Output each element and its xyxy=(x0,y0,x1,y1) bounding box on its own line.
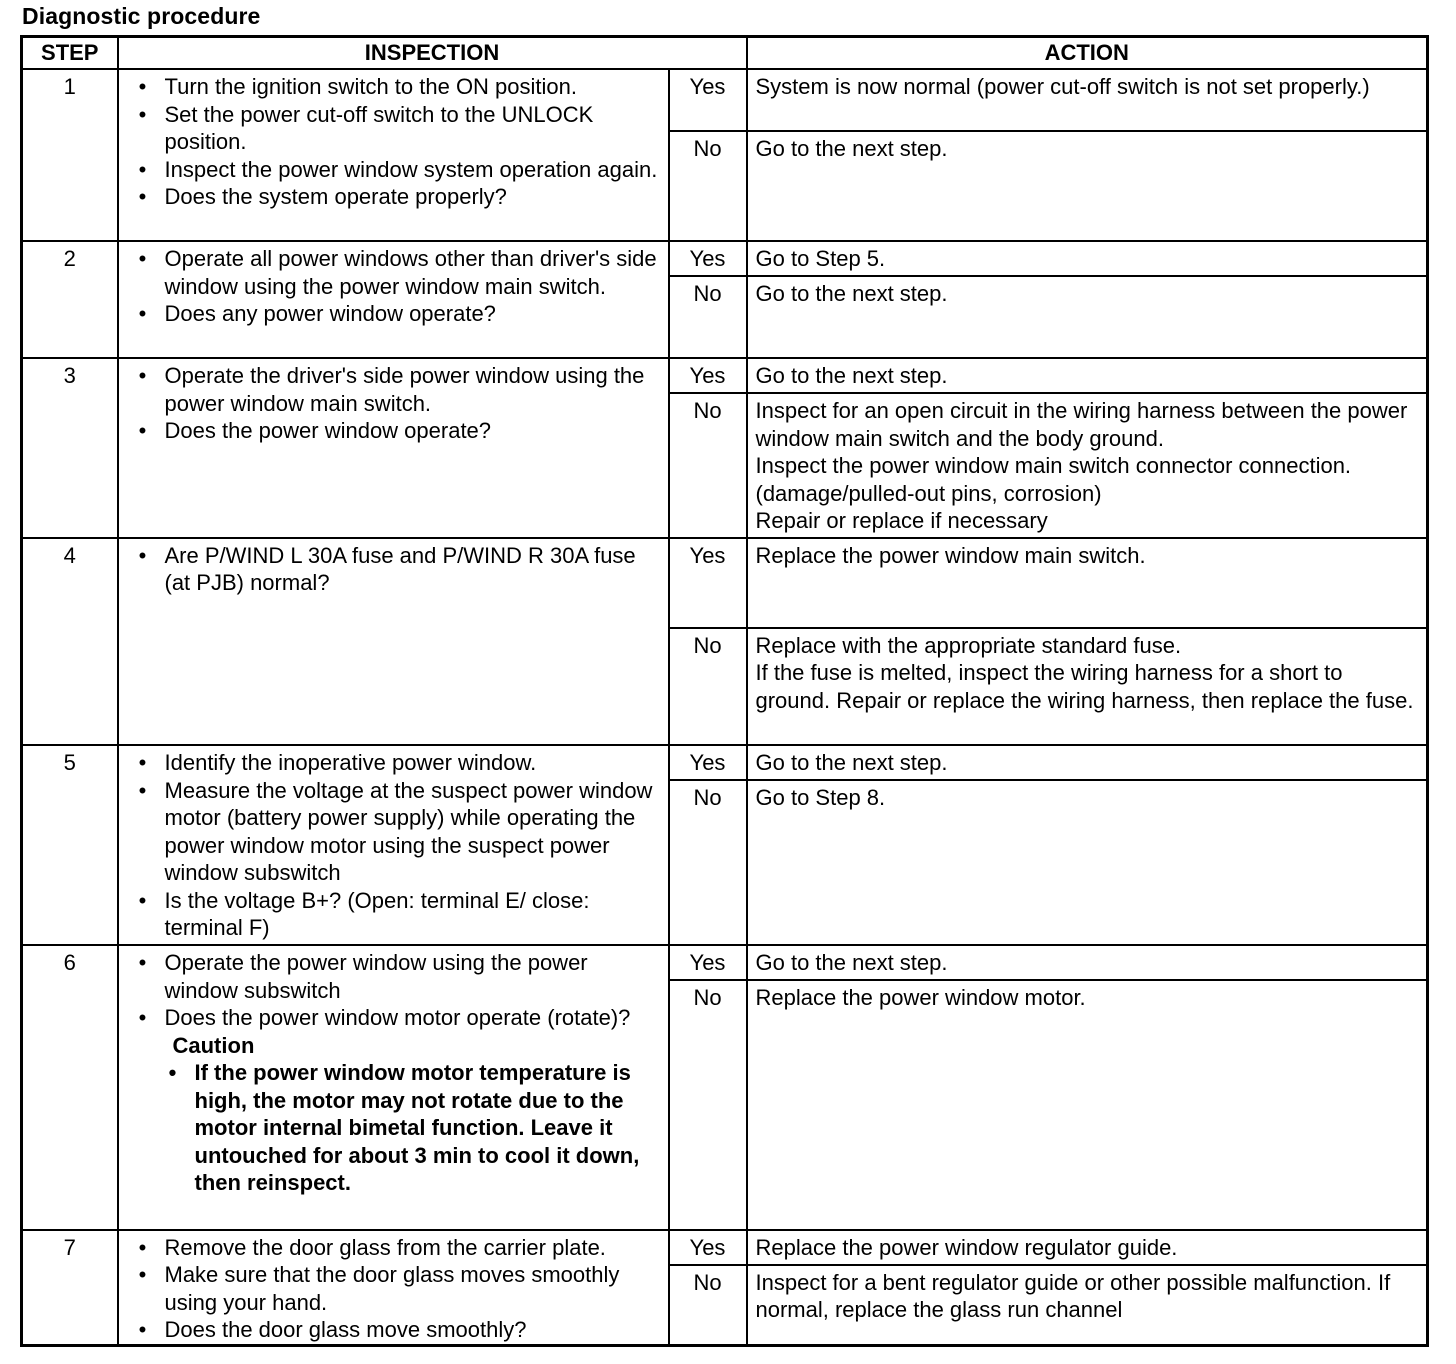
inspection-item xyxy=(131,183,662,211)
inspection-item xyxy=(131,949,662,1004)
no-action xyxy=(747,780,1428,945)
caution-list xyxy=(131,1059,662,1197)
action-text: Inspect for a bent regulator guide or other possible malfunction. If normal, replace the glass run channel xyxy=(755,1269,1391,1323)
inspection-text: Does the power window motor operate (rotate)? xyxy=(164,1005,631,1031)
step-number: 6 xyxy=(22,945,118,1229)
inspection-text: Make sure that the door glass moves smoothly using your hand. xyxy=(164,1262,620,1315)
bullet-icon: • xyxy=(138,950,147,976)
inspection-item xyxy=(131,1316,662,1344)
yes-label: Yes xyxy=(669,945,747,980)
bullet-icon: • xyxy=(138,101,147,127)
header-step: STEP xyxy=(22,37,118,70)
header-inspection: INSPECTION xyxy=(118,37,747,70)
no-action xyxy=(747,628,1428,745)
inspection-list xyxy=(131,362,662,445)
inspection-item xyxy=(131,1234,662,1262)
bullet-icon: • xyxy=(138,1005,147,1031)
action-text: Inspect the power window main switch connector connection. (damage/pulled-out pins, corrosion) xyxy=(755,453,1352,506)
diagnostic-table xyxy=(20,35,1429,1347)
yes-label: Yes xyxy=(669,538,747,628)
no-action xyxy=(747,980,1428,1229)
yes-action xyxy=(747,69,1428,131)
inspection-item xyxy=(131,887,662,942)
inspection-item xyxy=(131,1261,662,1316)
yes-action xyxy=(747,358,1428,393)
no-label: No xyxy=(669,131,747,241)
inspection-text: Set the power cut-off switch to the UNLOCK position. xyxy=(164,101,594,154)
step-number: 4 xyxy=(22,538,118,745)
bullet-icon: • xyxy=(138,74,147,99)
bullet-icon: • xyxy=(138,418,147,444)
caution-title: Caution xyxy=(172,1032,255,1058)
header-action: ACTION xyxy=(747,37,1428,70)
step-row xyxy=(22,1230,1428,1265)
bullet-icon: • xyxy=(138,887,147,913)
bullet-icon: • xyxy=(138,542,147,568)
action-text: Go to Step 8. xyxy=(755,785,886,811)
step-number: 7 xyxy=(22,1230,118,1346)
inspection-item xyxy=(131,300,662,328)
action-text: Inspect for an open circuit in the wiring harness between the power window main switch and the body ground. xyxy=(755,398,1408,451)
action-text: Go to the next step. xyxy=(755,363,948,389)
action-text: Replace the power window motor. xyxy=(755,985,1086,1011)
action-text: Repair or replace if necessary xyxy=(755,508,1048,534)
action-text: Go to the next step. xyxy=(755,950,948,976)
step-number: 5 xyxy=(22,745,118,945)
inspection-text: Measure the voltage at the suspect power window motor (battery power supply) while operating the power window motor using the suspect power window subswitch xyxy=(164,777,653,886)
inspection-list xyxy=(131,73,662,211)
bullet-icon: • xyxy=(138,156,147,182)
inspection-text: Does any power window operate? xyxy=(164,301,496,327)
inspection-text: Turn the ignition switch to the ON position. xyxy=(164,74,577,99)
step-row xyxy=(22,945,1428,980)
inspection-list xyxy=(131,949,662,1032)
no-action xyxy=(747,276,1428,358)
inspection-text: Does the power window operate? xyxy=(164,418,492,444)
caution-item xyxy=(161,1059,662,1197)
bullet-icon: • xyxy=(138,750,147,776)
yes-label: Yes xyxy=(669,745,747,780)
caution-text: If the power window motor temperature is high, the motor may not rotate due to the motor internal bimetal function. Leave it untouched for about 3 min to cool it down, then reinspect. xyxy=(194,1060,640,1196)
yes-label: Yes xyxy=(669,69,747,131)
page-title: Diagnostic procedure xyxy=(22,3,261,29)
bullet-icon: • xyxy=(138,777,147,803)
step-row xyxy=(22,69,1428,131)
no-label: No xyxy=(669,393,747,537)
bullet-icon: • xyxy=(138,1234,147,1260)
no-label: No xyxy=(669,1265,747,1346)
yes-action xyxy=(747,945,1428,980)
step-row xyxy=(22,241,1428,276)
inspection-item xyxy=(131,777,662,887)
inspection-cell xyxy=(118,358,669,537)
bullet-icon: • xyxy=(138,301,147,327)
inspection-list xyxy=(131,1234,662,1344)
inspection-cell xyxy=(118,69,669,241)
inspection-item xyxy=(131,417,662,445)
action-text: Replace with the appropriate standard fuse. xyxy=(755,632,1182,658)
inspection-text: Does the system operate properly? xyxy=(164,184,507,209)
action-text: Go to the next step. xyxy=(755,136,948,162)
bullet-icon: • xyxy=(168,1060,177,1086)
no-action xyxy=(747,1265,1428,1346)
no-label: No xyxy=(669,780,747,945)
inspection-list xyxy=(131,542,662,597)
inspection-item xyxy=(131,1004,662,1032)
inspection-cell xyxy=(118,1230,669,1346)
inspection-list xyxy=(131,749,662,942)
step-number: 1 xyxy=(22,69,118,241)
yes-label: Yes xyxy=(669,241,747,276)
action-text: If the fuse is melted, inspect the wiring harness for a short to ground. Repair or replace the wiring harness, then replace the fuse. xyxy=(755,660,1414,713)
yes-action xyxy=(747,745,1428,780)
inspection-item xyxy=(131,542,662,597)
yes-label: Yes xyxy=(669,1230,747,1265)
inspection-item xyxy=(131,156,662,184)
no-action xyxy=(747,131,1428,241)
inspection-item xyxy=(131,749,662,777)
action-text: Go to the next step. xyxy=(755,750,948,776)
inspection-text: Inspect the power window system operation again. xyxy=(164,156,658,182)
yes-action xyxy=(747,1230,1428,1265)
step-row xyxy=(22,745,1428,780)
header-row xyxy=(22,37,1428,70)
inspection-cell xyxy=(118,745,669,945)
inspection-text: Does the door glass move smoothly? xyxy=(164,1317,527,1343)
yes-action xyxy=(747,241,1428,276)
bullet-icon: • xyxy=(138,1317,147,1343)
yes-action xyxy=(747,538,1428,628)
bullet-icon: • xyxy=(138,246,147,272)
inspection-item xyxy=(131,362,662,417)
inspection-item xyxy=(131,73,662,101)
inspection-cell xyxy=(118,945,669,1229)
inspection-text: Identify the inoperative power window. xyxy=(164,750,537,776)
inspection-cell xyxy=(118,241,669,358)
inspection-text: Operate the power window using the power window subswitch xyxy=(164,950,588,1003)
inspection-text: Are P/WIND L 30A fuse and P/WIND R 30A fuse (at PJB) normal? xyxy=(164,542,636,596)
step-row xyxy=(22,538,1428,628)
inspection-text: Operate the driver's side power window using the power window main switch. xyxy=(164,363,645,416)
inspection-list xyxy=(131,245,662,328)
inspection-text: Remove the door glass from the carrier plate. xyxy=(164,1234,606,1260)
no-action xyxy=(747,393,1428,537)
inspection-item xyxy=(131,101,662,156)
step-number: 3 xyxy=(22,358,118,537)
inspection-cell xyxy=(118,538,669,745)
action-text: System is now normal (power cut-off switch is not set properly.) xyxy=(755,74,1370,99)
action-text: Go to Step 5. xyxy=(755,246,886,272)
step-row xyxy=(22,358,1428,393)
inspection-item xyxy=(131,245,662,300)
step-number: 2 xyxy=(22,241,118,358)
bullet-icon: • xyxy=(138,184,147,209)
action-text: Go to the next step. xyxy=(755,281,948,307)
action-text: Replace the power window main switch. xyxy=(755,542,1146,568)
no-label: No xyxy=(669,628,747,745)
action-text: Replace the power window regulator guide. xyxy=(755,1234,1178,1260)
inspection-text: Operate all power windows other than driver's side window using the power window main switch. xyxy=(164,246,657,299)
no-label: No xyxy=(669,980,747,1229)
yes-label: Yes xyxy=(669,358,747,393)
bullet-icon: • xyxy=(138,363,147,389)
no-label: No xyxy=(669,276,747,358)
inspection-text: Is the voltage B+? (Open: terminal E/ close: terminal F) xyxy=(164,887,590,941)
bullet-icon: • xyxy=(138,1262,147,1288)
